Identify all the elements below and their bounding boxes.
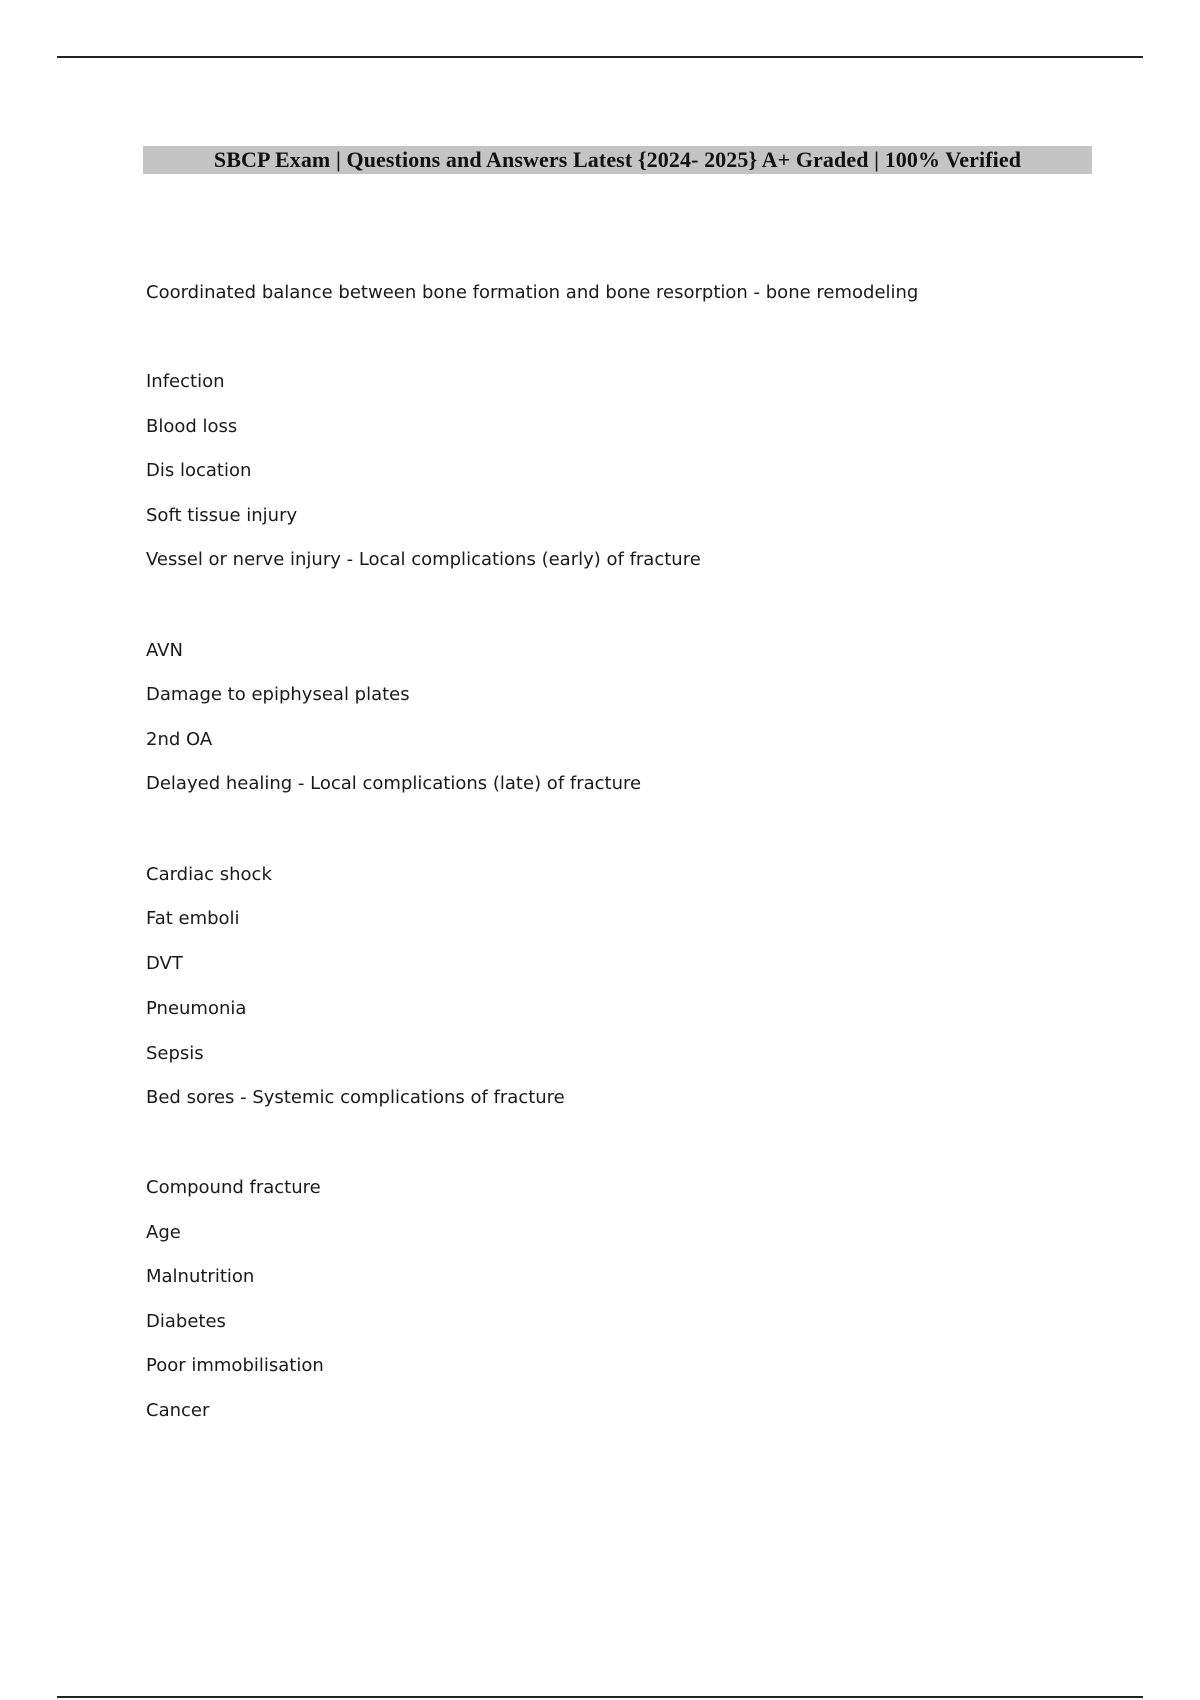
text-line: Vessel or nerve injury - Local complications (early) of fracture [146, 549, 701, 570]
text-line: Poor immobilisation [146, 1355, 324, 1376]
text-line: Damage to epiphyseal plates [146, 684, 410, 705]
text-line: Sepsis [146, 1043, 204, 1064]
text-line: DVT [146, 953, 183, 974]
text-line: Bed sores - Systemic complications of fracture [146, 1087, 565, 1108]
text-line: Fat emboli [146, 908, 240, 929]
text-line: Soft tissue injury [146, 505, 298, 526]
text-line: Dis location [146, 460, 252, 481]
text-line: Cardiac shock [146, 864, 272, 885]
document-title: SBCP Exam | Questions and Answers Latest {2024- 2025} A+ Graded | 100% Verified [213, 147, 1022, 172]
text-line: AVN [146, 640, 183, 661]
text-line: Pneumonia [146, 998, 247, 1019]
text-line: Compound fracture [146, 1177, 321, 1198]
text-line: Delayed healing - Local complications (late) of fracture [146, 773, 642, 794]
text-line: Infection [146, 371, 225, 392]
page-header-rule [57, 56, 1143, 58]
text-line: 2nd OA [146, 729, 213, 750]
text-line: Cancer [146, 1400, 210, 1421]
page-footer-rule [57, 1696, 1143, 1698]
document-title-bar [143, 146, 1092, 174]
text-line: Malnutrition [146, 1266, 255, 1287]
text-line: Diabetes [146, 1311, 226, 1332]
text-line: Blood loss [146, 416, 238, 437]
text-line: Coordinated balance between bone formation and bone resorption - bone remodeling [146, 282, 919, 303]
text-line: Age [146, 1222, 181, 1243]
